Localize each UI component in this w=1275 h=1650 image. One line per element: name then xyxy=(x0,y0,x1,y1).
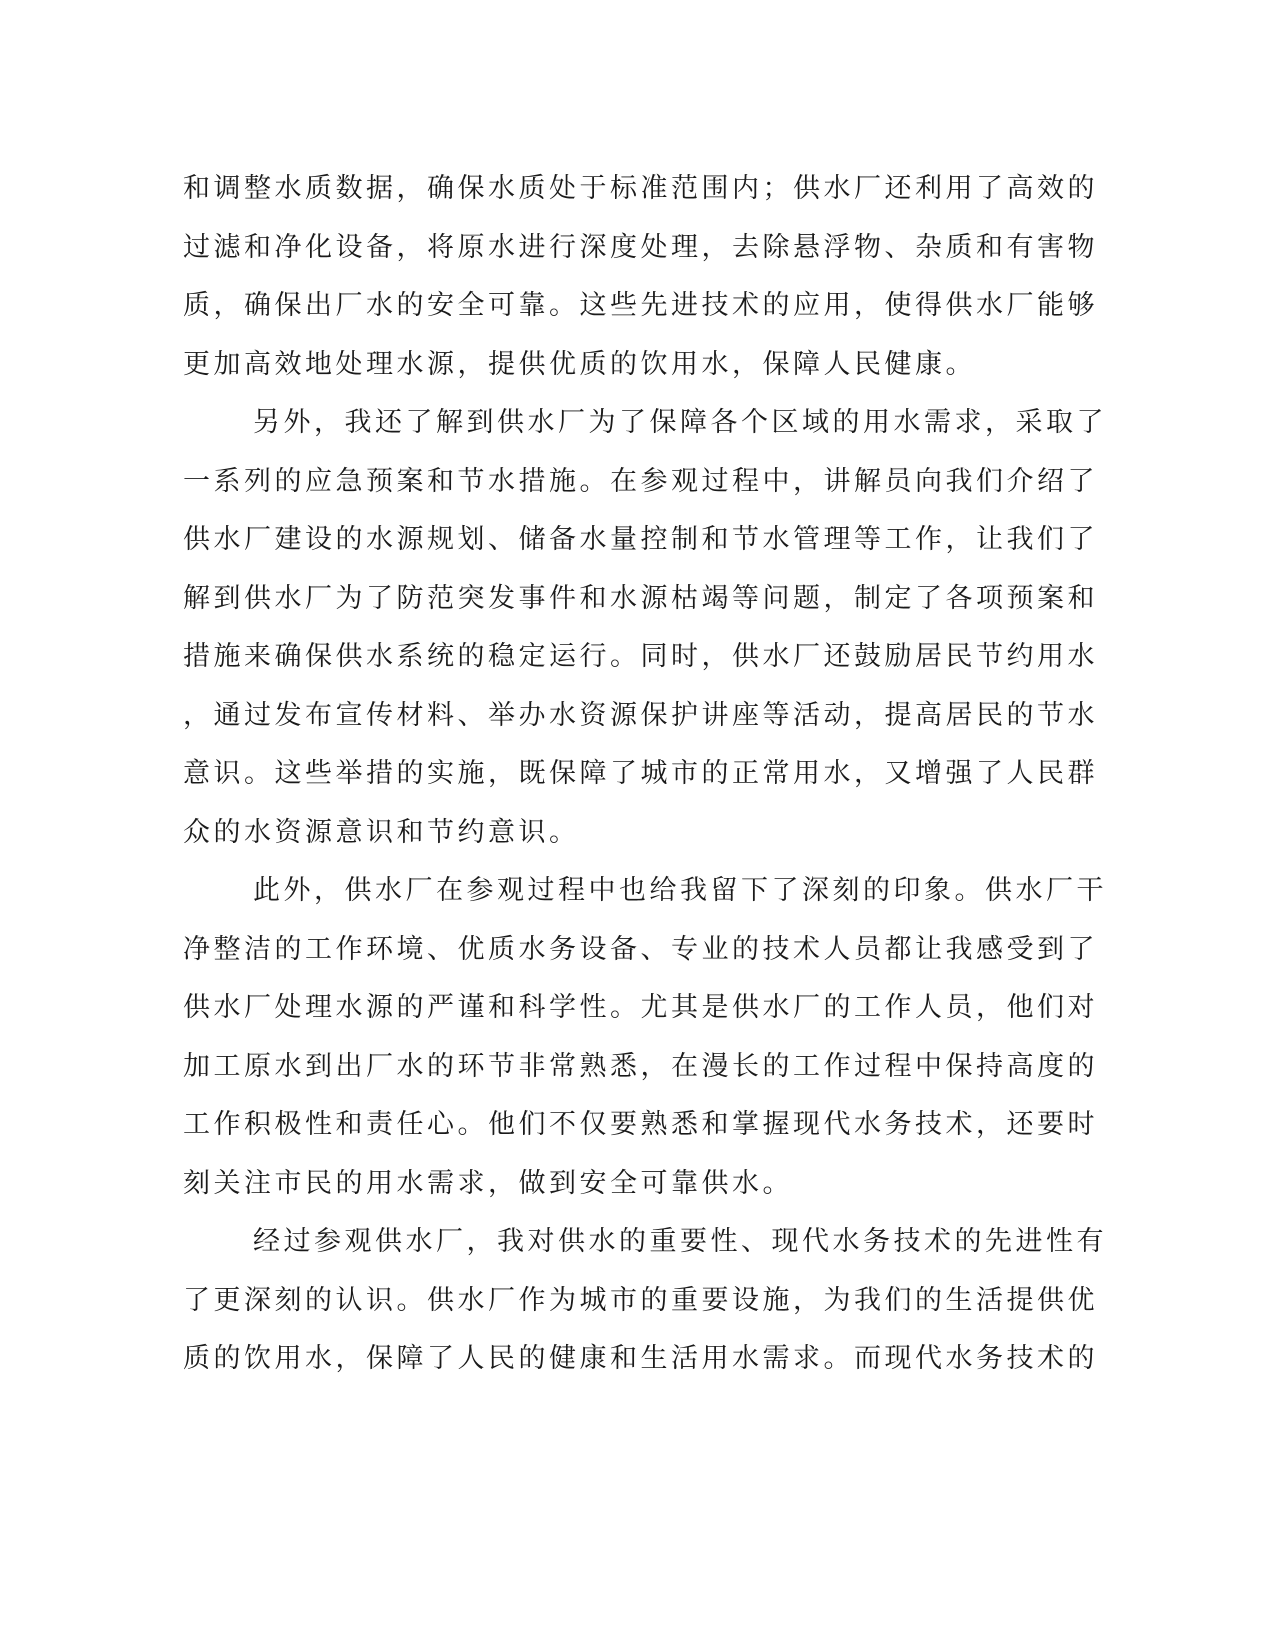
text-line: 和调整水质数据，确保水质处于标准范围内；供水厂还利用了高效的 xyxy=(183,173,1098,204)
text-line: 过滤和净化设备，将原水进行深度处理，去除悬浮物、杂质和有害物 xyxy=(183,231,1098,263)
text-line: 净整洁的工作环境、优质水务设备、专业的技术人员都让我感受到了 xyxy=(183,933,1098,965)
text-line: 众的水资源意识和节约意识。 xyxy=(183,816,580,848)
text-line: 刻关注市民的用水需求，做到安全可靠供水。 xyxy=(183,1167,793,1199)
text-line: 供水厂建设的水源规划、储备水量控制和节水管理等工作，让我们了 xyxy=(183,524,1098,555)
paragraph-start-line: 经过参观供水厂，我对供水的重要性、现代水务技术的先进性有 xyxy=(253,1226,1107,1257)
text-line: ，通过发布宣传材料、举办水资源保护讲座等活动，提高居民的节水 xyxy=(183,699,1098,731)
text-line: 更加高效地处理水源，提供优质的饮用水，保障人民健康。 xyxy=(183,348,976,380)
text-line: 工作积极性和责任心。他们不仅要熟悉和掌握现代水务技术，还要时 xyxy=(183,1109,1098,1140)
text-line: 解到供水厂为了防范突发事件和水源枯竭等问题，制定了各项预案和 xyxy=(183,582,1098,614)
text-line: 意识。这些举措的实施，既保障了城市的正常用水，又增强了人民群 xyxy=(183,758,1098,789)
text-line: 供水厂处理水源的严谨和科学性。尤其是供水厂的工作人员，他们对 xyxy=(183,992,1098,1023)
text-line: 措施来确保供水系统的稳定运行。同时，供水厂还鼓励居民节约用水 xyxy=(183,641,1098,672)
text-line: 一系列的应急预案和节水措施。在参观过程中，讲解员向我们介绍了 xyxy=(183,465,1098,497)
text-line: 质的饮用水，保障了人民的健康和生活用水需求。而现代水务技术的 xyxy=(183,1343,1098,1374)
text-line: 了更深刻的认识。供水厂作为城市的重要设施，为我们的生活提供优 xyxy=(183,1284,1098,1316)
document-body xyxy=(183,160,1107,1389)
text-line: 质，确保出厂水的安全可靠。这些先进技术的应用，使得供水厂能够 xyxy=(183,290,1098,321)
text-line: 加工原水到出厂水的环节非常熟悉，在漫长的工作过程中保持高度的 xyxy=(183,1050,1098,1082)
paragraph-start-line: 另外，我还了解到供水厂为了保障各个区域的用水需求，采取了 xyxy=(253,407,1107,438)
paragraph-start-line: 此外，供水厂在参观过程中也给我留下了深刻的印象。供水厂干 xyxy=(253,875,1107,906)
